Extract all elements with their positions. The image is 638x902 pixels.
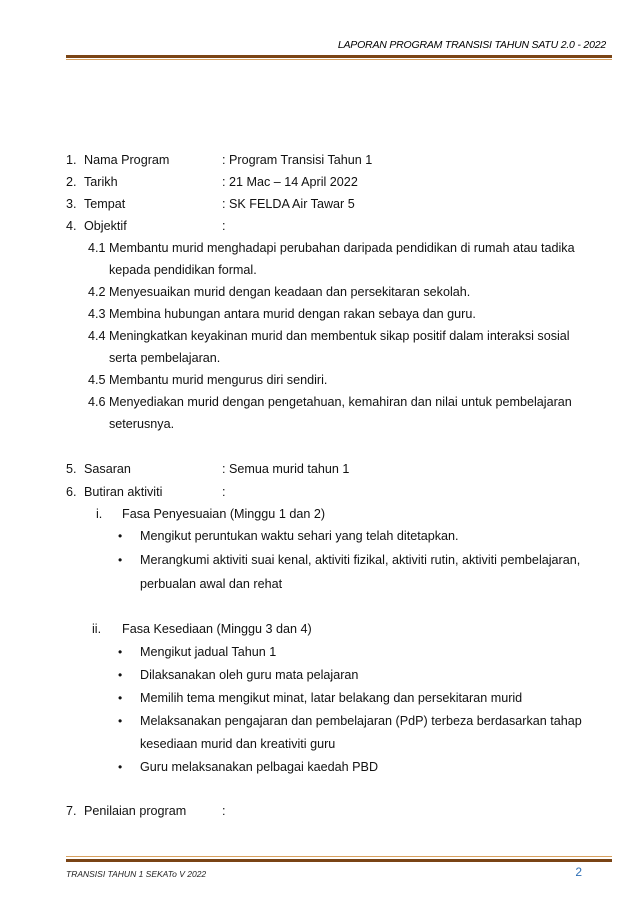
header-rule-thick [66, 55, 612, 58]
bullet-text: perbualan awal dan rehat [140, 577, 283, 591]
item-label: Butiran aktiviti [84, 485, 163, 499]
bullet-icon: • [118, 645, 123, 659]
item-number: 5. [66, 462, 77, 476]
item-value: : Semua murid tahun 1 [222, 462, 350, 476]
objective-line: serta pembelajaran. [109, 351, 221, 365]
phase-title: Fasa Kesediaan (Minggu 3 dan 4) [122, 622, 312, 636]
footer-rule-thin [66, 856, 612, 857]
bullet-icon: • [118, 553, 123, 567]
item-value: : [222, 485, 226, 499]
bullet-text: Memilih tema mengikut minat, latar belakang dan persekitaran murid [140, 691, 523, 705]
item-label: Nama Program [84, 153, 170, 167]
item-value: : [222, 804, 226, 818]
item-label: Tarikh [84, 175, 118, 189]
bullet-text: Dilaksanakan oleh guru mata pelajaran [140, 668, 359, 682]
bullet-text: Mengikut peruntukan waktu sehari yang telah ditetapkan. [140, 529, 459, 543]
item-number: 1. [66, 153, 77, 167]
item-number: 2. [66, 175, 77, 189]
item-value: : [222, 219, 226, 233]
bullet-icon: • [118, 760, 123, 774]
objective-line: seterusnya. [109, 417, 175, 431]
objective-line: 4.5 Membantu murid mengurus diri sendiri. [88, 373, 328, 387]
bullet-icon: • [118, 529, 123, 543]
item-number: 3. [66, 197, 77, 211]
header-rule-thin [66, 59, 612, 60]
objective-line: 4.3 Membina hubungan antara murid dengan rakan sebaya dan guru. [88, 307, 476, 321]
phase-numeral: ii. [92, 622, 102, 636]
bullet-icon: • [118, 691, 123, 705]
header-title: LAPORAN PROGRAM TRANSISI TAHUN SATU 2.0 - 2022 [337, 39, 606, 51]
bullet-icon: • [118, 714, 123, 728]
bullet-text: Merangkumi aktiviti suai kenal, aktiviti fizikal, aktiviti rutin, aktiviti pembelajaran, [140, 553, 581, 567]
item-label: Penilaian program [84, 804, 187, 818]
phase-numeral: i. [96, 507, 103, 521]
item-label: Objektif [84, 219, 127, 233]
footer-text: TRANSISI TAHUN 1 SEKATo V 2022 [66, 869, 207, 879]
bullet-text: kesediaan murid dan kreativiti guru [140, 737, 336, 751]
item-value: : Program Transisi Tahun 1 [222, 153, 373, 167]
objective-line: 4.2 Menyesuaikan murid dengan keadaan dan persekitaran sekolah. [88, 285, 471, 299]
item-number: 7. [66, 804, 77, 818]
item-value: : 21 Mac – 14 April 2022 [222, 175, 358, 189]
bullet-icon: • [118, 668, 123, 682]
bullet-text: Mengikut jadual Tahun 1 [140, 645, 277, 659]
item-value: : SK FELDA Air Tawar 5 [222, 197, 355, 211]
objective-line: 4.6 Menyediakan murid dengan pengetahuan, kemahiran dan nilai untuk pembelajaran [88, 395, 572, 409]
bullet-text: Melaksanakan pengajaran dan pembelajaran (PdP) terbeza berdasarkan tahap [140, 714, 582, 728]
footer-rule-thick [66, 859, 612, 862]
page-number: 2 [575, 865, 582, 879]
item-label: Sasaran [84, 462, 131, 476]
bullet-text: Guru melaksanakan pelbagai kaedah PBD [140, 760, 379, 774]
objective-line: 4.1 Membantu murid menghadapi perubahan daripada pendidikan di rumah atau tadika [88, 241, 575, 255]
phase-title: Fasa Penyesuaian (Minggu 1 dan 2) [122, 507, 326, 521]
item-number: 4. [66, 219, 77, 233]
objective-line: kepada pendidikan formal. [109, 263, 257, 277]
item-label: Tempat [84, 197, 126, 211]
item-number: 6. [66, 485, 77, 499]
objective-line: 4.4 Meningkatkan keyakinan murid dan membentuk sikap positif dalam interaksi sosial [88, 329, 570, 343]
